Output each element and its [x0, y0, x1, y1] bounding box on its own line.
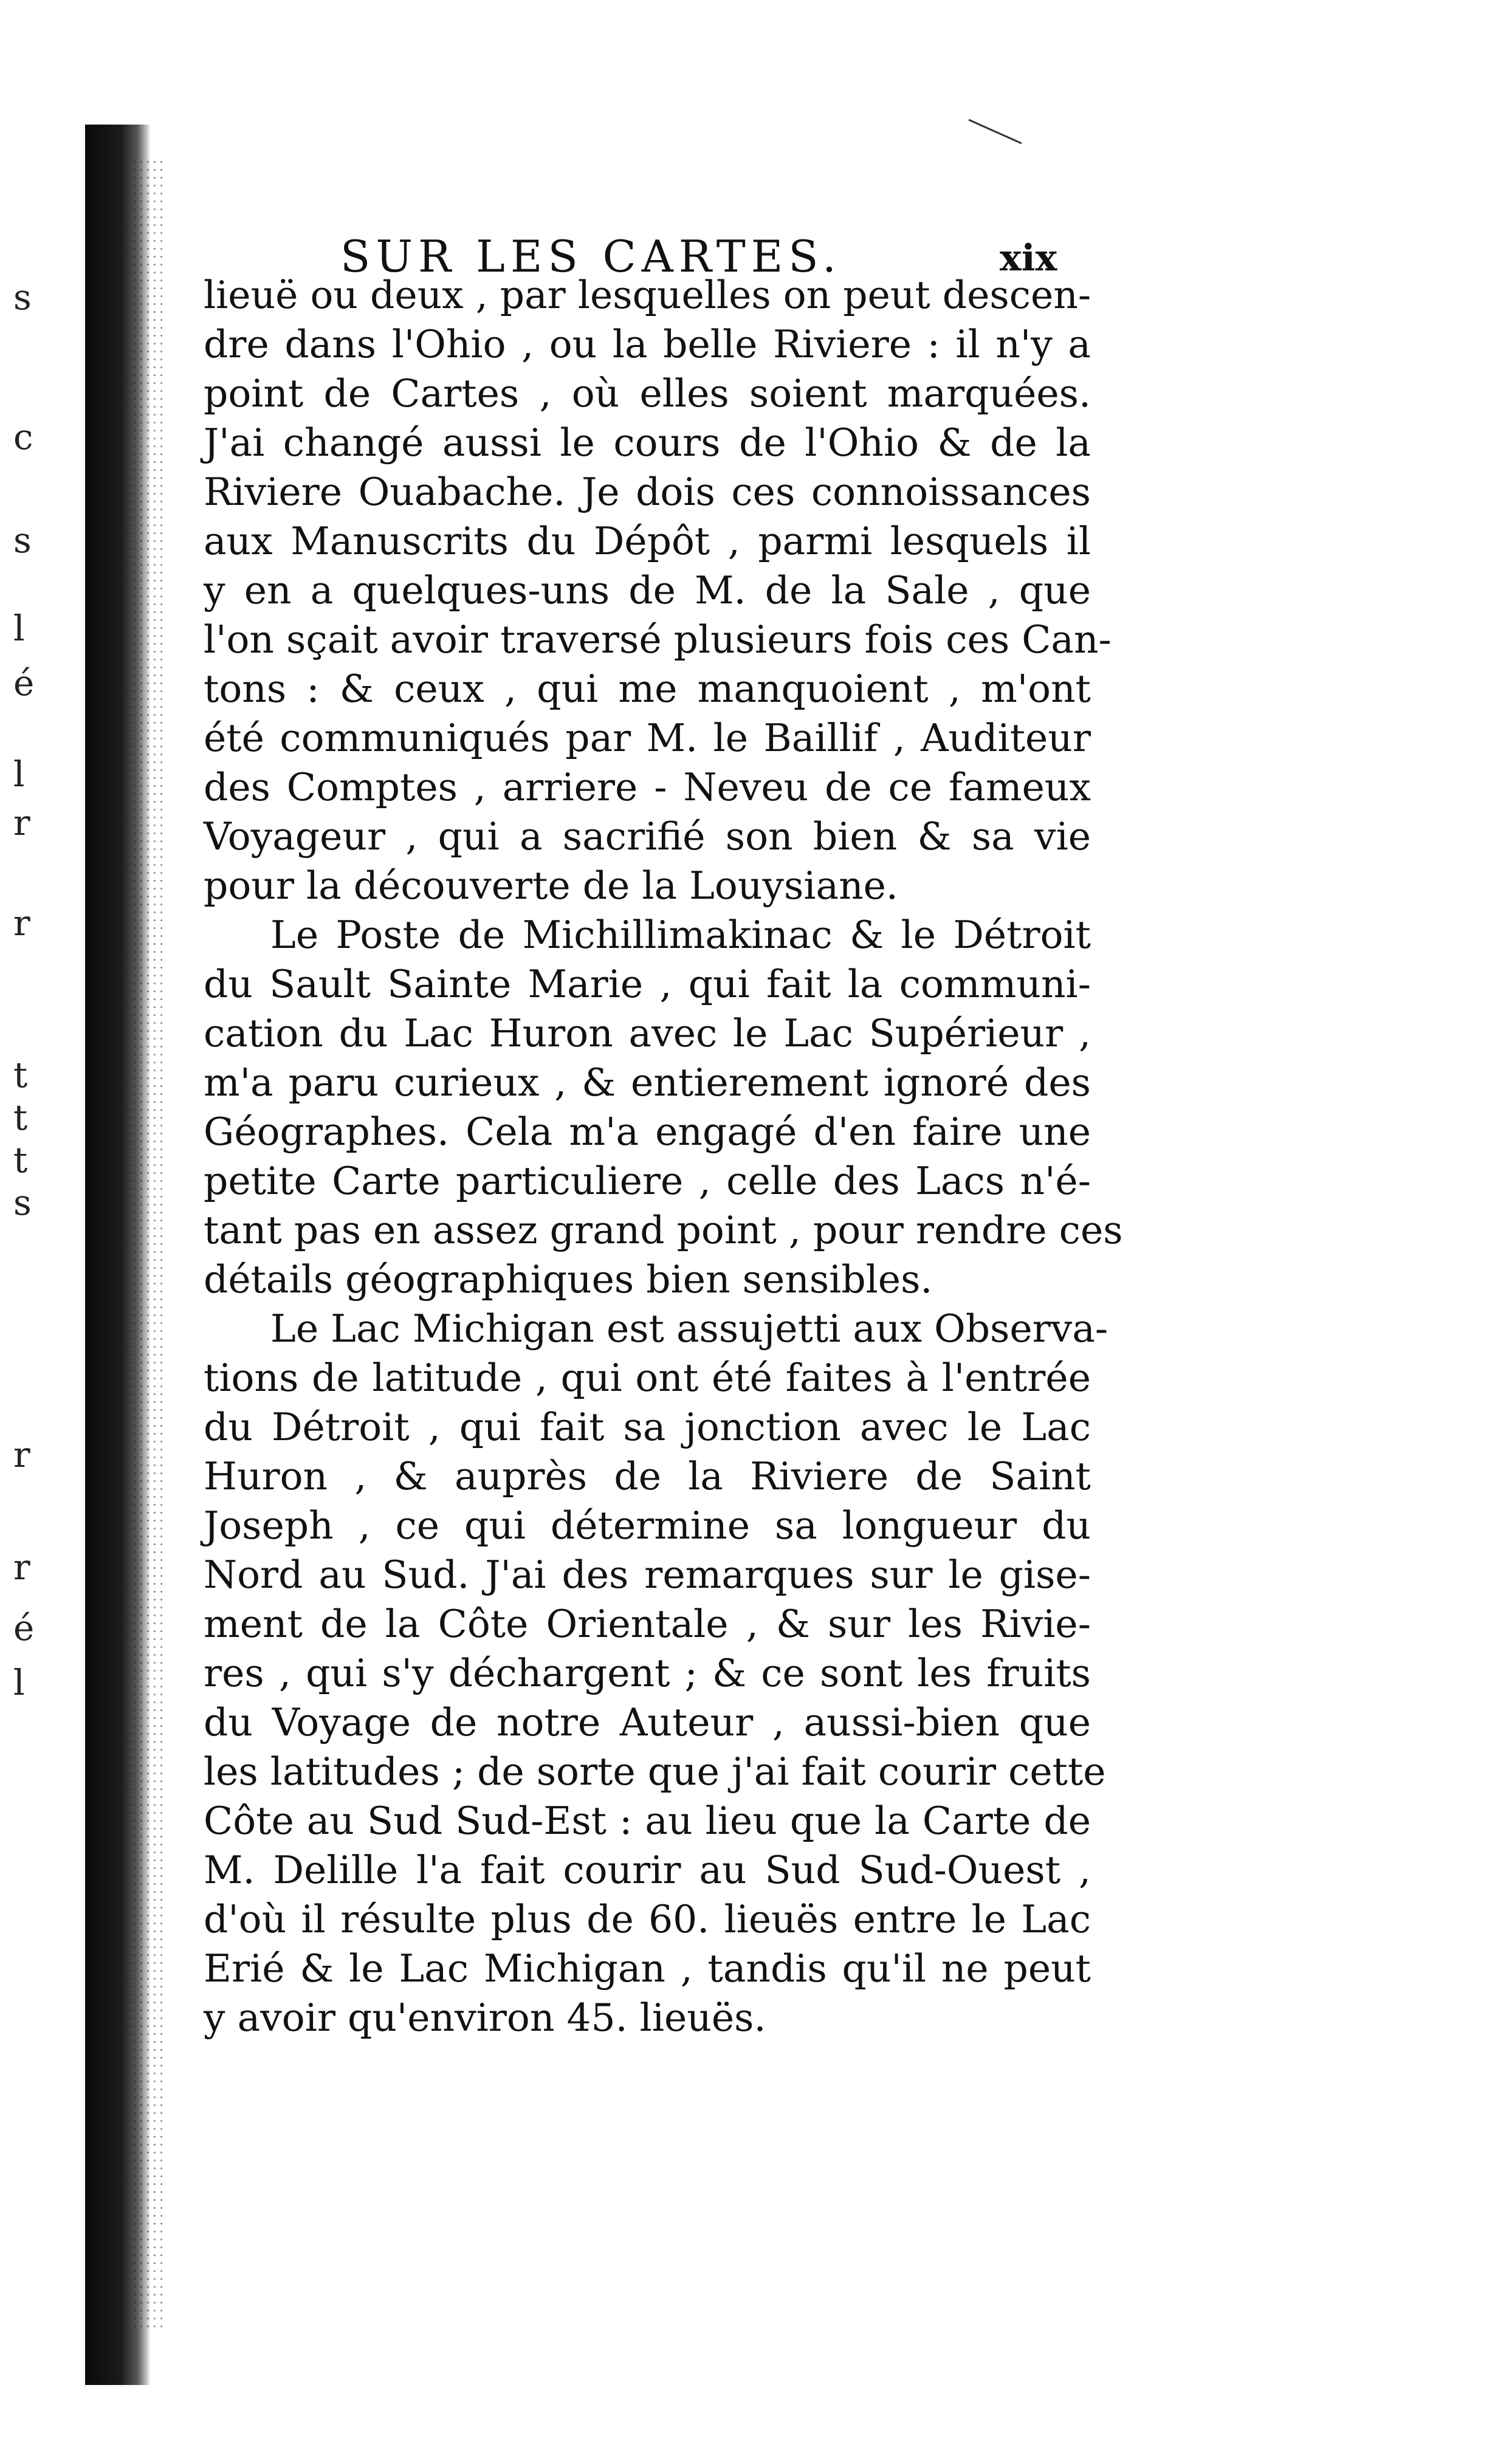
margin-char: é: [13, 1607, 35, 1649]
text-line: aux Manuscrits du Dépôt , parmi lesquels il: [204, 519, 1091, 563]
text-line: lieuë ou deux , par lesquelles on peut descen-: [204, 273, 1091, 317]
margin-char: l: [13, 753, 25, 795]
text-line: Erié & le Lac Michigan , tandis qu'il ne peut: [204, 1946, 1091, 1991]
page-number: xix: [1000, 237, 1057, 280]
text-line: M. Delille l'a fait courir au Sud Sud-Ouest ,: [204, 1848, 1091, 1892]
text-line: res , qui s'y déchargent ; & ce sont les fruits: [204, 1651, 1091, 1695]
text-line: Voyageur , qui a sacrifié son bien & sa vie: [204, 814, 1091, 859]
text-line: tant pas en assez grand point , pour rendre ces: [204, 1208, 1123, 1252]
text-line: dre dans l'Ohio , ou la belle Riviere : il n'y a: [204, 322, 1091, 366]
ink-stroke: [968, 119, 1022, 144]
margin-char: l: [13, 1662, 25, 1703]
text-line: Le Poste de Michillimakinac & le Détroit: [270, 913, 1091, 957]
text-line: cation du Lac Huron avec le Lac Supérieur ,: [204, 1011, 1091, 1055]
margin-char: r: [13, 802, 30, 843]
text-line: du Détroit , qui fait sa jonction avec le Lac: [204, 1405, 1091, 1449]
margin-char: r: [13, 1546, 30, 1588]
text-line: m'a paru curieux , & entierement ignoré des: [204, 1060, 1091, 1105]
text-line: Nord au Sud. J'ai des remarques sur le gise-: [204, 1553, 1091, 1597]
text-line: Côte au Sud Sud-Est : au lieu que la Carte de: [204, 1799, 1091, 1843]
margin-char: t: [13, 1139, 28, 1181]
margin-char: r: [13, 902, 30, 944]
margin-char: t: [13, 1097, 28, 1138]
body-text: [204, 270, 1123, 2042]
margin-char: s: [13, 276, 32, 318]
text-line: point de Cartes , où elles soient marquées.: [204, 371, 1091, 416]
facing-page-margin: [0, 267, 58, 2030]
text-line: tons : & ceux , qui me manquoient , m'ont: [204, 667, 1091, 711]
running-head: SUR LES CARTES.: [340, 231, 842, 282]
text-line: J'ai changé aussi le cours de l'Ohio & de la: [204, 420, 1091, 465]
text-line: du Sault Sainte Marie , qui fait la communi-: [204, 962, 1091, 1006]
margin-char: s: [13, 1182, 32, 1223]
text-line: Le Lac Michigan est assujetti aux Observa-: [270, 1306, 1108, 1351]
text-line: des Comptes , arriere - Neveu de ce fameux: [204, 765, 1091, 809]
margin-char: l: [13, 608, 25, 649]
text-line: les latitudes ; de sorte que j'ai fait courir cette: [204, 1749, 1106, 1794]
text-line: petite Carte particuliere , celle des Lacs n'é-: [204, 1159, 1091, 1203]
margin-char: r: [13, 1434, 30, 1475]
text-line: du Voyage de notre Auteur , aussi-bien que: [204, 1700, 1091, 1745]
text-line: pour la découverte de la Louysiane.: [204, 863, 898, 908]
text-line: Riviere Ouabache. Je dois ces connoissances: [204, 470, 1091, 514]
text-line: tions de latitude , qui ont été faites à l'entrée: [204, 1356, 1091, 1400]
margin-char: s: [13, 520, 32, 561]
binding-speckle: [125, 158, 167, 2333]
text-line: ment de la Côte Orientale , & sur les Rivie-: [204, 1602, 1091, 1646]
margin-char: é: [13, 662, 35, 704]
text-line: l'on sçait avoir traversé plusieurs fois ces Can-: [204, 617, 1112, 662]
text-line: Géographes. Cela m'a engagé d'en faire une: [204, 1110, 1091, 1154]
text-line: y en a quelques-uns de M. de la Sale , que: [204, 568, 1091, 613]
text-line: y avoir qu'environ 45. lieuës.: [204, 1996, 766, 2040]
margin-char: c: [13, 416, 33, 458]
text-line: d'où il résulte plus de 60. lieuës entre le Lac: [204, 1897, 1091, 1941]
margin-char: t: [13, 1054, 28, 1096]
text-line: été communiqués par M. le Baillif , Auditeur: [204, 716, 1091, 760]
text-line: Joseph , ce qui détermine sa longueur du: [204, 1503, 1091, 1548]
text-line: Huron , & auprès de la Riviere de Saint: [204, 1454, 1091, 1498]
text-line: détails géographiques bien sensibles.: [204, 1257, 933, 1302]
